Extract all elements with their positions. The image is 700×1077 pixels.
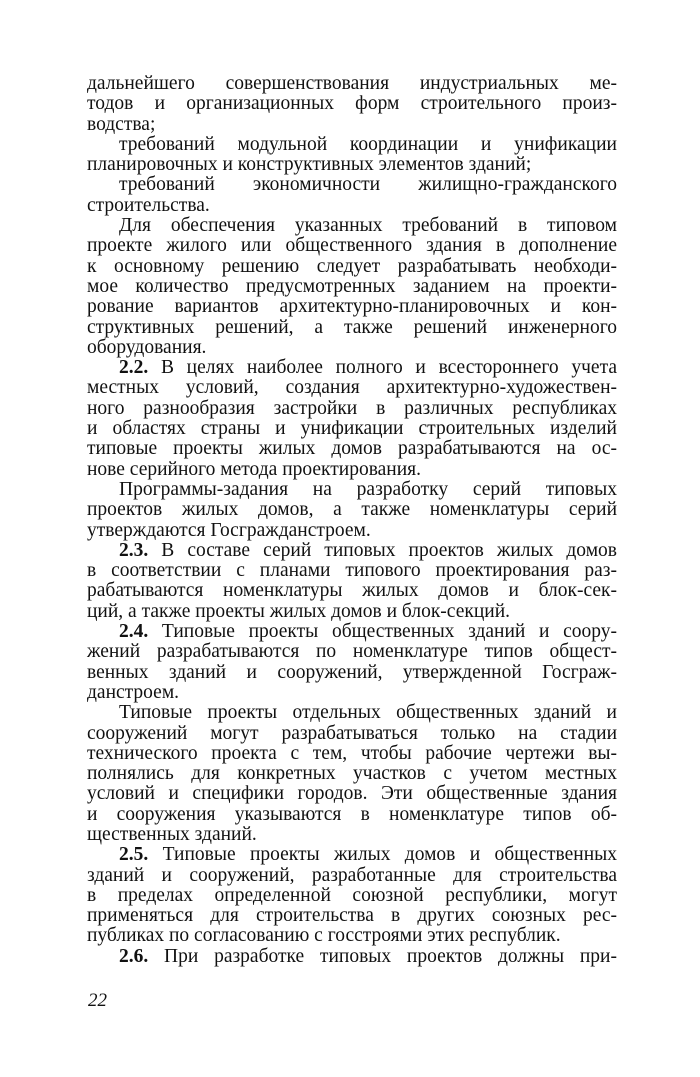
line-text: и областях страны и унификации строительных изделий [87, 418, 617, 440]
document-body [87, 74, 617, 967]
text-line [87, 805, 617, 825]
text-line [87, 642, 617, 662]
line-text: нове серийного метода проектирования. [87, 458, 422, 480]
line-text: Типовые проекты общественных зданий и соору- [148, 621, 617, 643]
line-text: В целях наиболее полного и всестороннего учета [148, 357, 617, 379]
line-text: утверждаются Госгражданстроем. [87, 519, 371, 541]
text-line [87, 500, 617, 520]
line-text: щественных зданий. [87, 823, 257, 845]
text-line [87, 196, 617, 216]
text-line [87, 845, 617, 865]
line-text: мое количество предусмотренных заданием на проекти- [87, 275, 617, 297]
line-text: технического проекта с тем, чтобы рабочие чертежи вы- [87, 742, 617, 764]
line-text: зданий и сооружений, разработанные для строительства [87, 864, 617, 886]
line-text: данстроем. [87, 681, 180, 703]
line-text: оборудования. [87, 336, 207, 358]
line-text: публиках по согласованию с госстроями этих республик. [87, 925, 561, 947]
paragraph [87, 74, 617, 135]
line-text: дальнейшего совершенствования индустриальных ме- [87, 73, 617, 94]
text-line [87, 683, 617, 703]
text-line [87, 825, 617, 845]
paragraph [87, 216, 617, 358]
text-line [87, 378, 617, 398]
line-text: В составе серий типовых проектов жилых домов [148, 539, 617, 561]
paragraph [87, 703, 617, 845]
line-text: ного разнообразия застройки в различных республиках [87, 397, 617, 419]
line-text: Типовые проекты отдельных общественных зданий и [119, 702, 617, 724]
text-line [87, 115, 617, 135]
paragraph [87, 622, 617, 703]
text-line [87, 906, 617, 926]
line-text: типовые проекты жилых домов разрабатываются на ос- [87, 438, 617, 460]
text-line [87, 358, 617, 378]
line-text: Типовые проекты жилых домов и общественных [148, 844, 617, 866]
line-text: сооружений могут разрабатываться только на стадии [87, 722, 617, 744]
line-text: требований экономичности жилищно-гражданского [119, 174, 617, 196]
line-text: к основному решению следует разрабатывать необходи- [87, 255, 617, 277]
text-line [87, 318, 617, 338]
line-text: Для обеспечения указанных требований в типовом [119, 215, 617, 237]
text-line [87, 521, 617, 541]
text-line [87, 338, 617, 358]
section-number: 2.4. [119, 621, 149, 643]
line-text: структивных решений, а также решений инженерного [87, 316, 617, 338]
text-line [87, 480, 617, 500]
line-text: рабатываются номенклатуры жилых домов и блок-сек- [87, 580, 617, 602]
text-line [87, 947, 617, 967]
line-text: При разработке типовых проектов должны при- [148, 945, 617, 967]
line-text: местных условий, создания архитектурно-художествен- [87, 377, 617, 399]
line-text: Программы-задания на разработку серий типовых [119, 478, 617, 500]
line-text: проектов жилых домов, а также номенклатуры серий [87, 499, 617, 521]
text-line [87, 784, 617, 804]
text-line [87, 926, 617, 946]
line-text: планировочных и конструктивных элементов зданий; [87, 154, 532, 176]
paragraph [87, 947, 617, 967]
line-text: строительства. [87, 194, 210, 216]
paragraph [87, 541, 617, 622]
paragraph [87, 175, 617, 216]
text-line [87, 541, 617, 561]
text-line [87, 277, 617, 297]
line-text: условий и специфики городов. Эти общественные здания [87, 783, 617, 805]
line-text: водства; [87, 113, 156, 135]
paragraph [87, 480, 617, 541]
line-text: и сооружения указываются в номенклатуре типов об- [87, 803, 617, 825]
text-line [87, 602, 617, 622]
text-line [87, 257, 617, 277]
line-text: требований модульной координации и унификации [119, 133, 617, 155]
line-text: венных зданий и сооружений, утвержденной Госграж- [87, 661, 617, 683]
text-line [87, 886, 617, 906]
line-text: полнялись для конкретных участков с учетом местных [87, 763, 617, 785]
text-line [87, 622, 617, 642]
text-line [87, 216, 617, 236]
line-text: в пределах определенной союзной республики, могут [87, 884, 617, 906]
line-text: ций, а также проекты жилых домов и блок-секций. [87, 600, 511, 622]
text-line [87, 764, 617, 784]
page-number: 22 [88, 990, 107, 1011]
line-text: рование вариантов архитектурно-планировочных и кон- [87, 296, 617, 318]
text-line [87, 155, 617, 175]
text-line [87, 724, 617, 744]
text-line [87, 663, 617, 683]
text-line [87, 297, 617, 317]
line-text: применяться для строительства в других союзных рес- [87, 905, 617, 927]
text-line [87, 439, 617, 459]
text-line [87, 866, 617, 886]
paragraph [87, 845, 617, 946]
section-number: 2.6. [119, 945, 149, 967]
paragraph [87, 358, 617, 480]
section-number: 2.2. [119, 357, 149, 379]
text-line [87, 744, 617, 764]
line-text: жений разрабатываются по номенклатуре типов общест- [87, 641, 617, 663]
text-line [87, 561, 617, 581]
text-line [87, 135, 617, 155]
section-number: 2.3. [119, 539, 149, 561]
line-text: проекте жилого или общественного здания в дополнение [87, 235, 617, 257]
line-text: тодов и организационных форм строительного произ- [87, 93, 617, 115]
text-line [87, 399, 617, 419]
line-text: в соответствии с планами типового проектирования раз- [87, 560, 617, 582]
text-line [87, 581, 617, 601]
text-line [87, 236, 617, 256]
text-line [87, 175, 617, 195]
text-line [87, 94, 617, 114]
paragraph [87, 135, 617, 176]
text-line [87, 460, 617, 480]
text-line [87, 419, 617, 439]
section-number: 2.5. [119, 844, 149, 866]
text-line [87, 703, 617, 723]
text-line [87, 74, 617, 94]
